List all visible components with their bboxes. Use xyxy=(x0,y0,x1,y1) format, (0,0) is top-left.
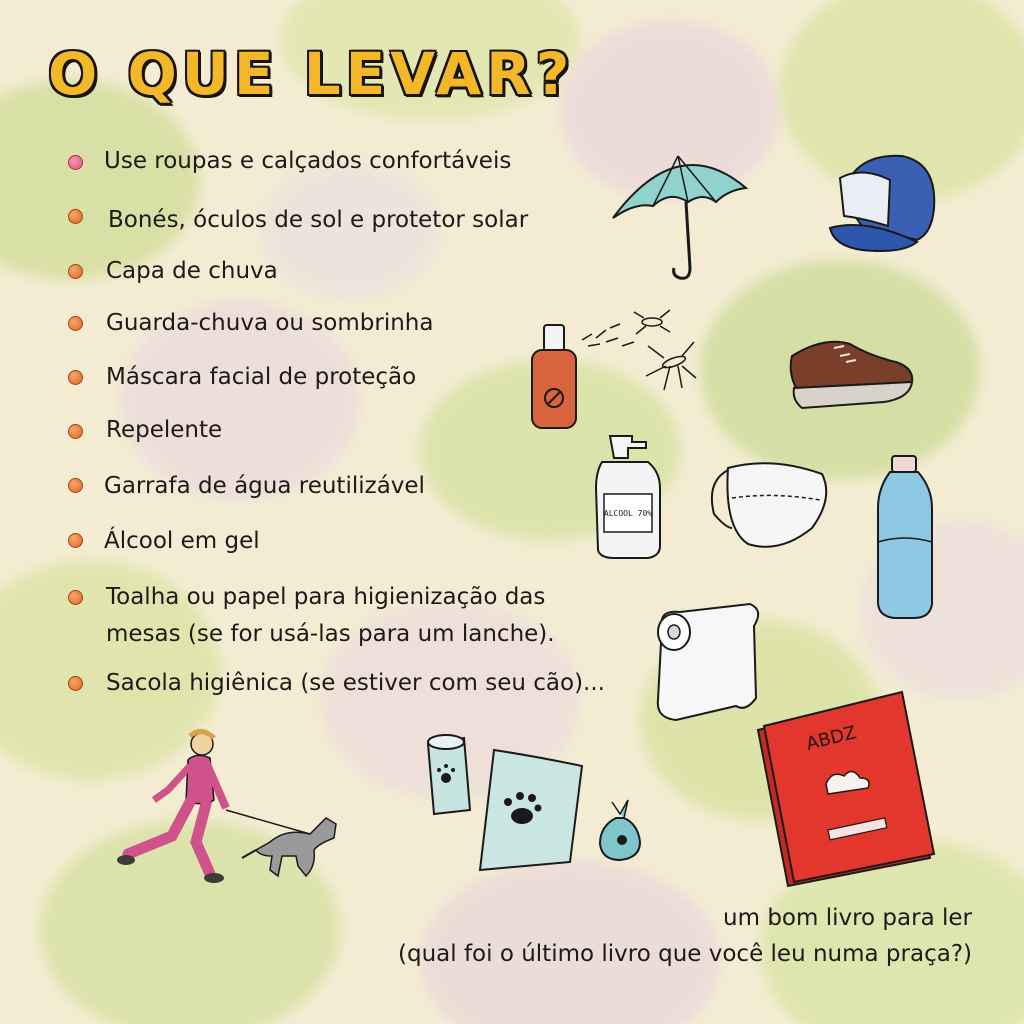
sneaker-icon xyxy=(784,326,919,416)
list-item: Guarda-chuva ou sombrinha xyxy=(106,310,434,336)
umbrella-icon xyxy=(608,140,758,290)
bullet-icon xyxy=(68,478,83,493)
footer-line-1: um bom livro para ler xyxy=(723,905,972,931)
list-item: Use roupas e calçados confortáveis xyxy=(104,148,512,174)
footer-line-2: (qual foi o último livro que você leu numa praça?) xyxy=(398,941,972,967)
mosquito-icon xyxy=(624,306,704,396)
bullet-icon xyxy=(68,155,83,170)
list-item: mesas (se for usá-las para um lanche). xyxy=(106,621,555,647)
page-title: O QUE LEVAR? xyxy=(48,40,575,108)
person-walking-dog-icon xyxy=(110,726,360,896)
bullet-icon xyxy=(68,676,83,691)
face-mask-icon xyxy=(702,458,837,558)
list-item: Sacola higiênica (se estiver com seu cão)... xyxy=(106,670,605,696)
list-item: Álcool em gel xyxy=(104,528,260,554)
list-item: Repelente xyxy=(106,417,223,443)
list-item: Toalha ou papel para higienização das xyxy=(106,584,546,610)
list-item: Garrafa de água reutilizável xyxy=(104,473,425,499)
bullet-icon xyxy=(68,264,83,279)
book-icon xyxy=(748,690,938,890)
alcohol-label: ALCOOL 70% xyxy=(603,509,653,518)
water-bottle-icon xyxy=(870,452,940,622)
book-cover-text: ABDZ xyxy=(804,722,859,755)
cap-icon xyxy=(822,148,942,258)
tied-bag-icon xyxy=(596,796,646,866)
bullet-icon xyxy=(68,209,83,224)
bullet-icon xyxy=(68,316,83,331)
bullet-icon xyxy=(68,424,83,439)
footer-caption xyxy=(398,900,972,972)
poop-bag-icon xyxy=(464,744,594,874)
bullet-icon xyxy=(68,370,83,385)
alcohol-gel-icon xyxy=(584,432,674,562)
list-item: Máscara facial de proteção xyxy=(106,364,417,390)
list-item: Capa de chuva xyxy=(106,258,278,284)
bullet-icon xyxy=(68,590,83,605)
list-item: Bonés, óculos de sol e protetor solar xyxy=(108,207,529,233)
bullet-icon xyxy=(68,533,83,548)
